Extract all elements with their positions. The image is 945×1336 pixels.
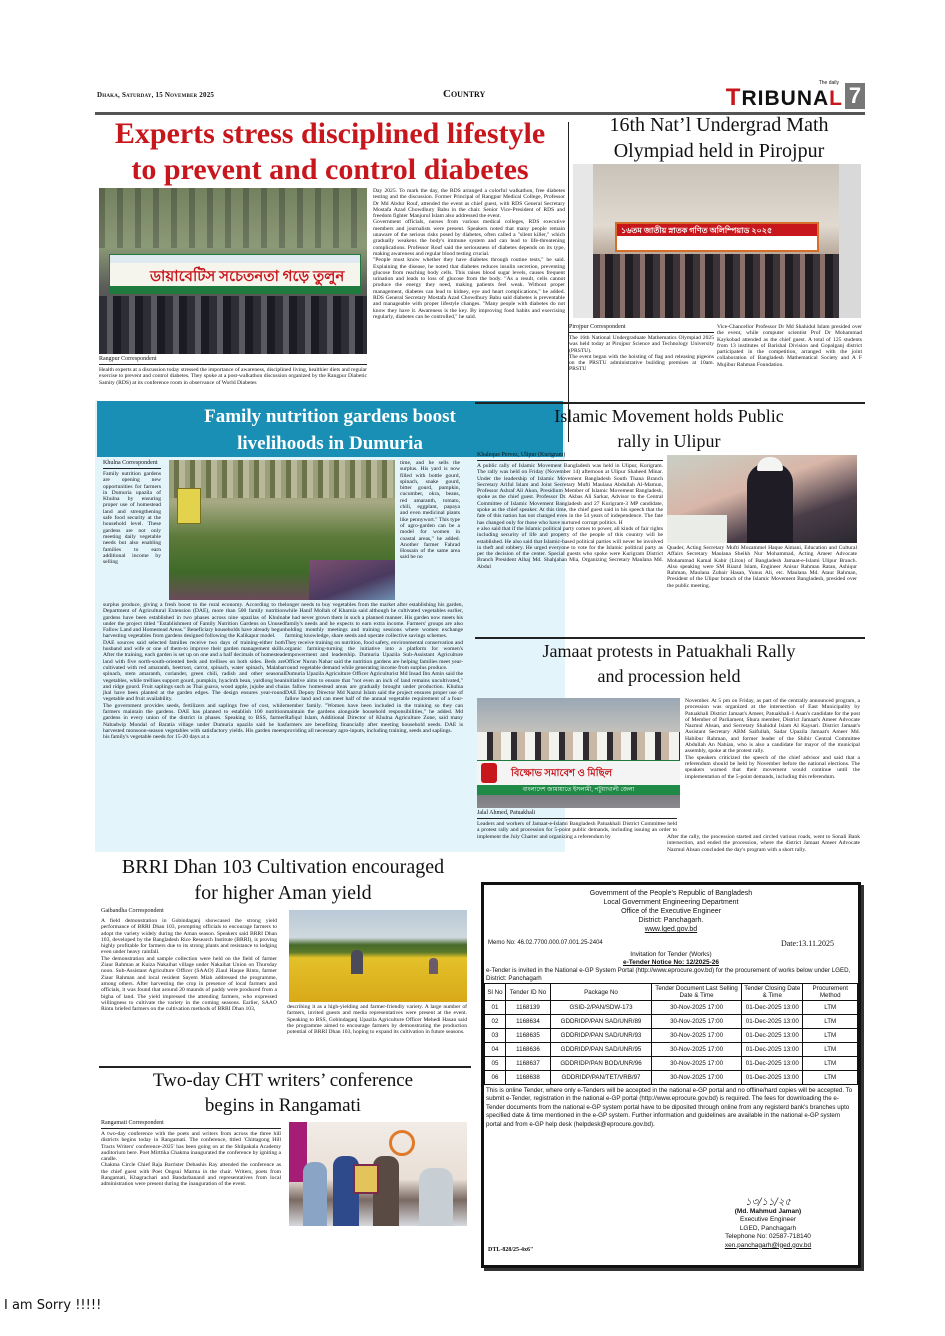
byline-block xyxy=(477,452,663,570)
paragraph: surplus produce, giving a fresh boost to the rural economy. According to the Department of Agricultural Extension (DAE), more than 500 family nutrition gardens have been established in two phases across nine upazilas of Khulna under the project titled "Establishment of Family Nutrition Gardens on Unused Fallow Land and Homestead Areas." Beneficiary households have already begun harvesting vegetables from gardens designed following the Kalikapur model. xyxy=(103,602,285,640)
headline-line-2: and procession held xyxy=(597,666,741,686)
tender-website-link[interactable]: www.lged.gov.bd xyxy=(644,926,698,933)
tender-table-row xyxy=(485,1015,858,1029)
headline xyxy=(95,854,471,906)
byline: Rangpur Correspondent xyxy=(99,356,367,365)
column-divider xyxy=(568,122,569,442)
tender-table-cell: 01-Dec-2025 13:00 xyxy=(742,1001,803,1015)
paragraph: Family nutrition gardens are opening new opportunities for farmers in Dumuria upazila of Khulna by ensuring proper use of homestead land and strengthening safe food security at the household level. These gardens are not only meeting daily vegetable needs but also enabling families to earn additional income by selling xyxy=(103,471,161,566)
column-header: Procurement Method xyxy=(803,984,858,1001)
paragraph: They receive training on nutrition, food safety, environmental conservation and organic farming-turning the initiative into a platform for women's empowerment and leadership. Dumuria Upazila Sub-Assistant Agriculture Officer Nurun Nahar said the nutrition gardens are helping families meet year-round vegetable demand while generating income from surplus produce. xyxy=(285,639,463,671)
byline: Khulna Correspondent xyxy=(103,460,161,469)
tender-table-cell: 03 xyxy=(485,1029,506,1043)
walkathon-photo xyxy=(99,188,367,354)
photo-banner xyxy=(109,254,361,294)
tender-notice xyxy=(481,882,861,1268)
column-header: Tender Document Last Selling Date & Time xyxy=(652,984,742,1001)
byline-block xyxy=(101,1120,281,1188)
page-header xyxy=(95,82,865,115)
paragraph: Chakma Circle Chief Raja Barrister Debashis Ray attended the conference as the chief guest with Poet Ongsui Marma in the chair. Writers, poets from Rangamati, Khagrachari and Bandarbanand and representatives from local administration were present during the inauguration of the event. xyxy=(101,1162,281,1188)
tender-table-cell: 1168638 xyxy=(506,1071,551,1085)
tender-table-cell: 30-Nov-2025 17:00 xyxy=(652,1043,742,1057)
tender-memo: Memo No: 46.02.7700.000.07.001.25-2404 xyxy=(488,940,603,946)
article-lead: Health experts at a discussion today stressed the importance of awareness, disciplined living, healthier diets and regular exercise to prevent and control diabetes. They spoke at a post-walkathon discussion organized by the Rangpur Diabetic Samity (RDS) at its conference room in observance of World Diabetes xyxy=(99,367,367,386)
photo-banner xyxy=(477,760,680,795)
tender-table-cell: GDDRIDP/PAN SAD/UNR/89 xyxy=(551,1015,652,1029)
paddy-field-photo xyxy=(289,910,467,1002)
column-header: Tender ID No xyxy=(506,984,551,1001)
tender-table-cell: LTM xyxy=(803,1029,858,1043)
tender-table-cell: LTM xyxy=(803,1071,858,1085)
tender-org-line: Local Government Engineering Department xyxy=(603,899,739,906)
paragraph: The demonstration and sample collection were held on the field of farmer Ziaur Rahman at Kuiza Nakaihat village under Nakaihat Union on Thursday noon. Sub-Assistant Agriculture Officer (SAAO) Ziaul Haque Rintu, farmer Ziaur Rahman and local resident Sayem Miah addressed the programme, among others. After harvesting the crop in presence of local farmers and officials, it was found that around 20 maunds of paddy were produced from a bigha of land. The yield impressed the attending farmers, who expressed willingness to cultivate the variety in the coming seasons. Earlier, SAAO Rintu briefed farmers on the cultivation methods of BRRI Dhan 103, xyxy=(101,955,277,1013)
byline: Pirojpur Correspondent xyxy=(569,324,714,333)
headline-line-2: to prevent and control diabetes xyxy=(131,153,529,186)
tender-table-row xyxy=(485,1029,858,1043)
headline-line-1: Two-day CHT writers’ conference xyxy=(152,1070,414,1091)
headline xyxy=(95,1068,471,1118)
photo-banner-text: ১৬তম জাতীয় স্নাতক গণিত অলিম্পিয়াড ২০২৫ xyxy=(621,226,773,235)
tender-footer-text: This is online Tender, where only e-Tenders will be accepted in the national e-GP portal and no offline/hard copies will be accepted. To submit e-Tender, registration in the national e-GP portal (http://www.eprocure.gov.bd) is required. The fees for downloading the e-Tender documents from the national e-GP system portal have to be diposited through online from any registerd bank's branches upto specified date & time mentioned in the e-GP system. Further information and guidelines are available in the national e-GP system portal and from e-GP help desk (helpdesk@eprocure.gov.bd). xyxy=(486,1087,853,1128)
logo-text: TRIBUNAL xyxy=(725,84,843,111)
headline-line-1: 16th Nat’l Undergrad Math xyxy=(609,114,829,136)
logo-tagline: The daily xyxy=(818,80,839,86)
tender-table-cell: 04 xyxy=(485,1043,506,1057)
tender-table-cell: 01 xyxy=(485,1001,506,1015)
photo-banner xyxy=(615,222,819,252)
headline-line-2: livelihoods in Dumuria xyxy=(237,433,423,454)
headline-line-2: rally in Ulipur xyxy=(617,431,721,451)
garden-photo xyxy=(169,460,395,600)
headline-line-2: Olympiad held in Pirojpur xyxy=(613,140,825,162)
headline-line-1: Family nutrition gardens boost xyxy=(204,406,456,427)
tender-table-cell: 01-Dec-2025 13:00 xyxy=(742,1071,803,1085)
paragraph: Vice-Chancellor Professor Dr Md Shahidul Islam presided over the event, while computer scientist Prof Dr Mohammad Kaykobad attended as the chief guest. A total of 125 students from 13 institutes of Barishal Division and Gopalganj district participated in the competition, arranged with the joint collaboration of Bangladesh Mathematical Society and A F Mujibur Rahman Foundation. xyxy=(717,324,862,368)
paragraph: Government officials, nurses from various medical colleges, RDS executive members and journalists were present. Speakers noted that many people remain unaware of the serious risks posed by diabetes, often called a "silent killer," which gradually weakens the body's immune system and can lead to life-threatening complications. Professor Rouf said the seriousness of diabetes depends on its type, making awareness and regular blood testing crucial. xyxy=(373,219,565,257)
tender-table-cell: 1168139 xyxy=(506,1001,551,1015)
tender-date: Date:13.11.2025 xyxy=(780,939,834,948)
tender-table-cell: 01-Dec-2025 13:00 xyxy=(742,1029,803,1043)
headline-line-1: Jamaat protests in Patuakhali Rally xyxy=(542,641,796,661)
paragraph: The speakers criticized the speech of the chief advisor and said that a referendum should be held by November before the national elections. The speakers warned that their movement would continue until the implementation of the 5-point demands, including this referendum. xyxy=(685,754,860,780)
paragraph: The 16th National Undergraduate Mathematics Olympiad 2025 was held today at Pirojpur Science and Technology University (PRSTU). xyxy=(569,335,714,354)
tender-table-cell: LTM xyxy=(803,1043,858,1057)
headline-line-2: begins in Rangamati xyxy=(204,1095,362,1116)
page-number: 7 xyxy=(845,83,865,109)
signer-telephone: Telephone No: 02587-718140 xyxy=(725,1233,811,1240)
tender-table-cell: 30-Nov-2025 17:00 xyxy=(652,1071,742,1085)
column-header: Package No xyxy=(551,984,652,1001)
newspaper-page xyxy=(95,80,865,1253)
rally-photo xyxy=(667,455,857,543)
tender-table-cell: 01-Dec-2025 13:00 xyxy=(742,1043,803,1057)
headline-line-1: Islamic Movement holds Public xyxy=(554,406,784,426)
tender-table-cell: 05 xyxy=(485,1057,506,1071)
headline-line-2: for higher Aman yield xyxy=(194,882,372,904)
signer-title: Executive Engineer xyxy=(739,1216,796,1223)
headline-line-1: Experts stress disciplined lifestyle xyxy=(114,117,546,150)
tender-table-cell: 30-Nov-2025 17:00 xyxy=(652,1001,742,1015)
byline-block xyxy=(477,810,677,840)
masthead-logo xyxy=(725,80,843,112)
conference-photo xyxy=(289,1122,467,1226)
paragraph: time, and he sells the surplus. His yard is now filled with bottle gourd, spinach, snake gourd, bitter gourd, pumpkin, cucumber, okra, beans, red amaranth, tomato, chili, eggplant, papaya and even medicinal plants like pennywort." This type of agro-garden can be a model for women in coastal areas," he added. Another farmer Fahrad Hossain of the same area said he no xyxy=(400,460,460,561)
signer-email-link[interactable]: xen.panchagarh@lged.gov.bd xyxy=(724,1241,812,1249)
article-body-right xyxy=(285,602,463,734)
tender-title: Invitation for Tender (Works) xyxy=(630,951,712,958)
byline-block xyxy=(569,324,714,373)
signboard xyxy=(177,488,201,524)
paragraph: A two-day conference with the poets and writers from across the three hill districts begins today in Rangamati. The conference, titled 'Chittagong Hill Tracts Writers' conference-2025' has been going on at the Shilpakala Academy auditorium here. Poet Mirttika Chakma inaugurated the conference by igniting a candle. xyxy=(101,1131,281,1163)
tender-table-cell: 02 xyxy=(485,1015,506,1029)
paragraph: longer needs to buy vegetables from the market after establishing his garden, while Hanif Mollah of Kharnia said although he cultivated vegetables earlier, he had never grown them in such a planned manner. His garden now meets his family's needs and he expects to earn extra income. Farmers' groups are also holding monthly meetings and training sessions where women exchange farming knowledge, share seeds and operate collective savings schemes. xyxy=(285,602,463,640)
signer-office: LGED, Panchagarh xyxy=(739,1224,797,1232)
paragraph: Quader, Acting Secretary Mufti Mozammel Haque Aimani, Education and Cultural Affairs Secretary Maulana Sheikh Nur Mohammad, Acting Ameer Advocate Mohammad Kamal Kabir (Liton) of Bangladesh Jamaat-e-Islami Ulipur Branch. Also speaking were SM Riazul Islam, Engineer Anisur Rahman Ratan, Ashiqur Rahman, Maulana Zubair Hasan, Yunus Ali, etc. Maulana Md. Ataur Rahman, President of the Ulipur branch of the Islamic Movement Bangladesh, presided over the public meeting. xyxy=(667,545,857,589)
tender-org-line: Office of the Executive Engineer xyxy=(621,908,721,915)
article-body xyxy=(685,698,860,780)
tender-table-row xyxy=(485,1001,858,1015)
tender-table xyxy=(484,983,858,1085)
paragraph: The event began with the hoisting of flag and releasing pigeons on the PRSTU administrative building premises at 10am. PRSTU xyxy=(569,353,714,373)
tender-signature-block xyxy=(708,1199,828,1250)
olympiad-photo xyxy=(573,164,861,318)
article-body xyxy=(373,188,565,320)
paragraph: A public rally of Islamic Movement Bangladesh was held in Ulipur, Kurigram. The rally was held on Friday (November 14) afternoon at Ulipur Shaheed Minar. Under the leadership of Islamic Movement Bangladesh South Thana Branch Secretary Ariful Islam and Joint Secretary Mufti Maulana Abdullah Al-Mamun, Professor Ashraf Ali Akon, Presidium Member of Islamic Movement Bangladesh, spoke as the chief guest. Professor Dr. Akbas Ali Sarkar, Advisor to the Central Committee of Islamic Movement Bangladesh and 27 Kurigram-3 MP candidate, spoke as the chief speaker. At this time, the chief guest said in his speech that the fate of this nation has not changed even in the 54 years of independence. The fate has changed only for those who have nurtured corrupt politics. H xyxy=(477,463,663,526)
paragraph: November. At 5 pm on Friday, as part of the centrally announced program, a procession was organized at the intersection of East Municipality by Patuakhali District Jamaat's Ameer, Patuakhali-1 Asan's candidate for the post of Member of Parliament, Shura member, District Jamaat's Ameer Advocate Nazmul Ahsan, and Secretary Shahidul Islam Al Kaysari. District Jamaat's Assistant Secretary ABM Saifullah, Sadar Upazila Jamaat's Ameer Md. Habibur Rahman, and former leader of the Shibir Central Committee Abdullah An Nahian, who is also a candidate for mayor of the municipal assembly, spoke at the protest rally. xyxy=(685,698,860,755)
paragraph: The government provides seeds, fertilizers and saplings free of cost, while farmers maintain the gardens. DAE has planned to establish 100 nutrition gardens in every union of the district in phases. Speaking to BSS, farmer Nabadwip Mondal of Baratia village under Dumuria upazila said he has harvested monsoon-season vegetables with satisfactory yields. His garden meets his family's vegetable needs for 15-20 days at a xyxy=(103,702,285,741)
headline xyxy=(475,639,863,689)
column-header: Tender Closing Date & Time xyxy=(742,984,803,1001)
ad-code: DTL-828/25-4x6" xyxy=(488,1247,534,1253)
photo-banner-text: ডায়াবেটিস সচেতনতা গড়ে তুলুন xyxy=(150,269,345,285)
issue-date: Dhaka, Saturday, 15 November 2025 xyxy=(97,91,215,99)
tender-table-header xyxy=(485,984,858,1001)
tender-table-cell: GDDRIDP/PAN/TET/VRB/97 xyxy=(551,1071,652,1085)
tender-table-cell: GDDRIDP/PAN SAD/UNR/93 xyxy=(551,1029,652,1043)
byline-block xyxy=(101,908,277,1012)
paragraph: A field demonstration in Gobindaganj showcased the strong yield performance of BRRI Dhan 103, prompting officials to encourage farmers to adopt the variety widely during the Aman season. Speakers said BRRI Dhan 103, developed by the Bangladesh Rice Research Institute (BRRI), is proving highly profitable for farmers due to its strong plants and resistance to lodging even under heavy rainfall. xyxy=(101,918,277,956)
tender-table-cell: 06 xyxy=(485,1071,506,1085)
tender-table-cell: 1168637 xyxy=(506,1057,551,1071)
tender-intro: e-Tender is invited in the National e-GP System Portal (http://www.eprocure.gov.bd) for the procurement of works below under LGED, District: Panchagarh xyxy=(486,967,851,982)
paragraph: DAE sources said selected families receive two days of training-either both husband and wife or one of them-to improve their garden management skills. After the training, each garden is set up on one and a half decimals of homestead land with five north-south-oriented beds and trellises on both sides. Beds are cultivated with red amaranth, beetroot, carrot, spinach, water spinach, Malabar spinach, stem amaranth, coriander, green chili, radish and other seasonal vegetables, while trellises support gourd, pumpkin, hyacinth bean, yardlong bean and ridge gourd. Fruit saplings such as Thai guava, wood apple, jujube and chui jhal have been planted at the garden edges. The design ensures year-round vegetable and fruit availability. xyxy=(103,639,285,703)
photo-banner-subtext: বাংলাদেশ জামায়াতে ইসলামী, পটুয়াখালী জেলা xyxy=(477,785,680,795)
column-header: Sl No xyxy=(485,984,506,1001)
tender-table-cell: 30-Nov-2025 17:00 xyxy=(652,1015,742,1029)
tender-table-cell: GDDRIDP/PAN SAD/UNR/95 xyxy=(551,1043,652,1057)
tender-table-row xyxy=(485,1071,858,1085)
tender-table-cell: 1168634 xyxy=(506,1015,551,1029)
paragraph: describing it as a high-yielding and farmer-friendly variety. A large number of farmers, invited guests and media representatives were present at the event. Speaking to BSS, Gobindaganj Upazila Agriculture Officer Mehedi Hasan said the programme aimed to encourage farmers by demonstrating the production potential of BRRI Dhan 103, hoping to expand its cultivation in future seasons. xyxy=(287,1004,467,1036)
tender-org-line: District: Panchagarh. xyxy=(638,917,704,924)
byline: Gaibandha Correspondent xyxy=(101,908,164,914)
byline: Jalal Ahmed, Patuakhali xyxy=(477,810,677,819)
byline-block xyxy=(103,460,161,565)
signature: ১৩/১১/২৫ xyxy=(745,1197,791,1208)
tender-table-cell: 01-Dec-2025 13:00 xyxy=(742,1015,803,1029)
tender-notice-number: e-Tender Notice No: 12/2025-26 xyxy=(623,959,719,966)
headline xyxy=(573,112,865,164)
byline: Khaleque Pervez, Ulipur (Kurigram) xyxy=(477,452,663,461)
paragraph: Day 2025. To mark the day, the RDS arranged a colorful walkathon, free diabetes testing and the discussion. Former Principal of Rangpur Medical College, Professor Dr Md Abdur Rouf, attended the event as chief guest, with RDS General Secretary Mostafa Azad Chowdhury Babu in the chair. Senior Vice-President of RDS and freedom fighter Manjurul Islam also addressed the event. xyxy=(373,188,565,220)
paragraph: e also said that if the Islamic political party comes to power, all kinds of fair rights including security of life and property of the people of this country will be established. He also said that Islamic-based political parties will never be involved in theft and robbery. He urged everyone to vote for the Islamic political party as per the decision of the center. Special guests who spoke were Kurigram District Branch President Alhaj Md. Shahjahan Mia, Organizing Secretary Maulana Md. Abdul xyxy=(477,525,663,570)
tender-table-cell: 1168635 xyxy=(506,1029,551,1043)
tender-table-row xyxy=(485,1043,858,1057)
tender-table-cell: GDDRIDP/PAN BOD/UNR/96 xyxy=(551,1057,652,1071)
signer-name: (Md. Mahmud Jaman) xyxy=(734,1207,802,1215)
tender-org-line: Government of the People's Republic of Bangladesh xyxy=(589,890,753,897)
headline xyxy=(95,116,565,188)
tender-table-cell: 30-Nov-2025 17:00 xyxy=(652,1029,742,1043)
section-title: Country xyxy=(443,88,486,100)
paragraph: "People must know whether they have diabetes through routine tests," he said. Explaining the disease, he noted that diabetes reduces insulin secretion, preventing glucose from reaching body cells. This raises blood sugar levels, causes frequent urination and leads to loss of glucose from the body. "As a result, cells cannot produce the energy they need, making patients feel weak. Without proper management, diabetes can lead to kidney, eye and heart complications," he added. RDS General Secretary Mostafa Azad Chowdhury Babu said diabetes is preventable and manageable with proper lifestyle changes. "Many people with diabetes do not know they have it. Awareness is the key. By improving food habits and exercising regularly, diabetes can be controlled," he said. xyxy=(373,257,565,320)
tender-table-cell: GSID-2/PAN/SDW-173 xyxy=(551,1001,652,1015)
article-lead: Leaders and workers of Jamaat-e-Islami Bangladesh Patuakhali District Committee held a protest rally and procession for 5-point public demands, including issuing an order to implement the July Charter and organizing a referendum by xyxy=(477,821,677,840)
paragraph: After the rally, the procession started and circled various roads, went to Sonali Bank intersection, and ended the procession, where the district Jamaat Ameer Advocate Nazmul Ahsan concluded the day's program with a short rally. xyxy=(667,834,860,853)
byline: Rangamati Correspondent xyxy=(101,1120,281,1129)
tender-table-cell: LTM xyxy=(803,1015,858,1029)
article-body-left xyxy=(103,602,285,741)
headline-line-1: BRRI Dhan 103 Cultivation encouraged xyxy=(121,856,445,878)
tender-table-row xyxy=(485,1057,858,1071)
footnote-text: I am Sorry !!!!! xyxy=(4,1298,102,1313)
byline-block xyxy=(99,356,367,386)
paragraph: Dumuria Upazila Agriculture Officer Agriculturist Md Insad Ibn Amin said the initiative aims to ensure that "not even an inch of land remains uncultivated," as fallow homestead areas are gradually brought under production. Khulna DAE Deputy Director Md Nazrul Islam said the project ensures proper use of fallow land and can meet half of the annual vegetable requirement of a four-member family. "Women have been included in the training so they can maintain the gardens alongside household responsibilities," he added. Md Rafiqul Islam, Additional Director of Khulna Agriculture Zone, said many farmers are benefiting financially after meeting household needs. DAE is providing all necessary agro-inputs, including training, seeds and saplings. xyxy=(285,671,463,734)
procession-photo xyxy=(477,698,680,808)
tender-table-cell: 01-Dec-2025 13:00 xyxy=(742,1057,803,1071)
tender-table-cell: LTM xyxy=(803,1001,858,1015)
tender-table-cell: 1168636 xyxy=(506,1043,551,1057)
tender-table-cell: LTM xyxy=(803,1057,858,1071)
tender-table-cell: 30-Nov-2025 17:00 xyxy=(652,1057,742,1071)
headline xyxy=(475,404,863,454)
photo-banner-text: বিক্ষোভ সমাবেশ ও মিছিল xyxy=(511,768,613,779)
